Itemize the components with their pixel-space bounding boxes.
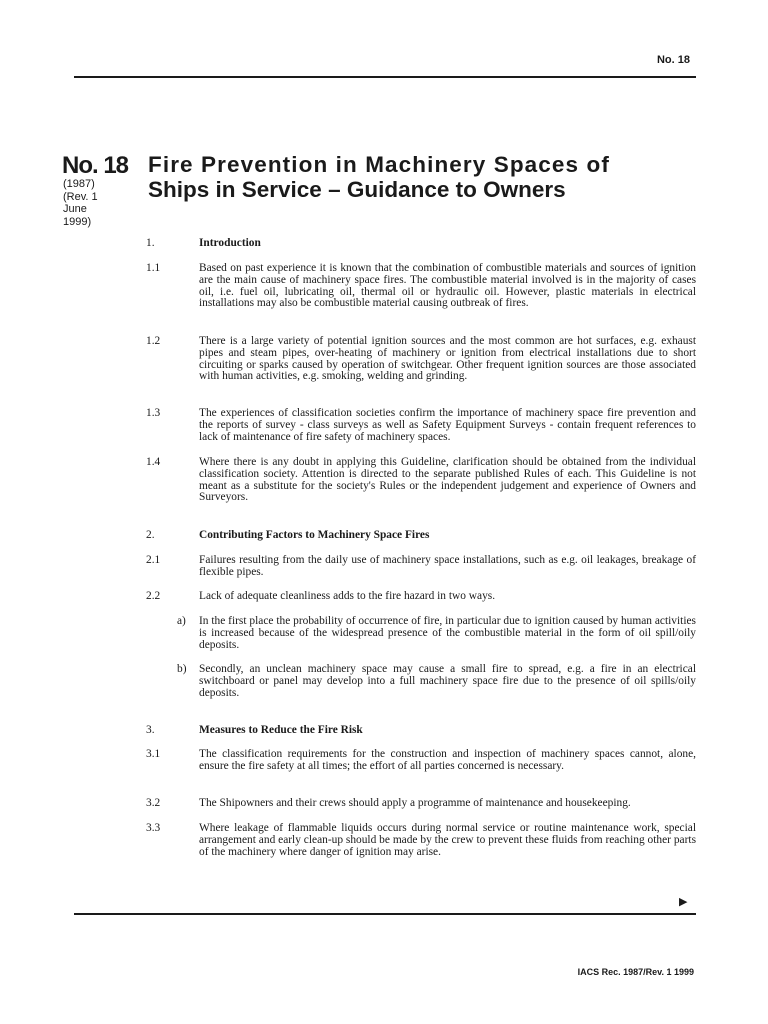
item-text: In the first place the probability of occurrence of fire, in particular due to ignition caused by human activities is increased because of the widespread presence of the combustible material in the form of oil spill/oily deposits.: [199, 615, 696, 651]
paragraph-text: The Shipowners and their crews should apply a programme of maintenance and housekeeping.: [199, 797, 631, 809]
section-number: 1.: [146, 237, 155, 249]
paragraph-number: 1.4: [146, 456, 161, 468]
paragraph-text: There is a large variety of potential ignition sources and the most common are hot surfaces, e.g. exhaust pipes and steam pipes, over-heating of machinery or ignition from electrical installations due to short circuiting or sparks caused by operation of switchgear. Other frequent ignition sources are those associated with human activities, e.g. smoking, welding and grinding.: [199, 335, 696, 383]
revision-line: (1987): [63, 178, 95, 190]
item-text: Secondly, an unclean machinery space may cause a small fire to spread, e.g. a fire in an electrical switchboard or panel may develop into a full machinery space fire due to the presence of oil spills/oily deposits.: [199, 663, 696, 699]
item-letter: a): [177, 615, 186, 627]
header-rule: [74, 76, 696, 78]
paragraph-text: Failures resulting from the daily use of machinery space installations, such as e.g. oil leakages, breakage of flexible pipes.: [199, 554, 696, 578]
revision-line: (Rev. 1: [63, 190, 98, 203]
paragraph-text: Where leakage of flammable liquids occurs during normal service or routine maintenance work, special arrangement and early clean-up should be made by the crew to prevent these fluids from reaching other parts of the machinery where danger of ignition may arise.: [199, 822, 696, 858]
section-title: Introduction: [199, 237, 261, 249]
revision-line: June: [63, 203, 87, 215]
paragraph-number: 3.2: [146, 797, 161, 809]
side-doc-number: No. 18: [62, 152, 129, 179]
section-number: 2.: [146, 529, 155, 541]
item-letter: b): [177, 663, 187, 675]
footer-reference: IACS Rec. 1987/Rev. 1 1999: [577, 967, 694, 977]
section-title: Contributing Factors to Machinery Space Fires: [199, 529, 430, 541]
paragraph-number: 1.3: [146, 407, 161, 419]
revision-info: [63, 178, 123, 228]
document-title: [148, 152, 696, 202]
paragraph-number: 1.2: [146, 335, 161, 347]
section-number: 3.: [146, 724, 155, 736]
footer-rule: [74, 913, 696, 915]
paragraph-number: 3.3: [146, 822, 161, 834]
paragraph-number: 1.1: [146, 262, 161, 274]
section-title: Measures to Reduce the Fire Risk: [199, 724, 363, 736]
header-doc-number: No. 18: [656, 54, 690, 66]
paragraph-number: 2.1: [146, 554, 161, 566]
paragraph-text: Based on past experience it is known that the combination of combustible materials and sources of ignition are the main cause of machinery space fires. The combustible material involved is in the majority of cases oil, i.e. fuel oil, lubricating oil, thermal oil or hydraulic oil. However, plastic materials in electrical installations may also be combustible material causing outbreak of fires.: [199, 262, 696, 310]
title-line-2: Ships in Service – Guidance to Owners: [148, 177, 566, 202]
right-triangle-arrow-icon: ▶: [679, 895, 688, 908]
revision-line: 1999): [63, 215, 92, 228]
title-line-1: Fire Prevention in Machinery Spaces of: [148, 152, 610, 177]
paragraph-number: 3.1: [146, 748, 161, 760]
paragraph-text: Lack of adequate cleanliness adds to the fire hazard in two ways.: [199, 590, 496, 602]
paragraph-number: 2.2: [146, 590, 161, 602]
paragraph-text: The experiences of classification societies confirm the importance of machinery space fire prevention and the reports of survey - class surveys as well as Safety Equipment Surveys - contain frequent references to lack of maintenance of fire safety of machinery spaces.: [199, 407, 696, 443]
paragraph-text: The classification requirements for the construction and inspection of machinery spaces cannot, alone, ensure the fire safety at all times; the effort of all parties concerned is necessary.: [199, 748, 696, 772]
paragraph-text: Where there is any doubt in applying this Guideline, clarification should be obtained from the individual classification society. Attention is directed to the separate published Rules of each. This Guideline is not meant as a substitute for the society's Rules or the independent judgement and experience of Owners and Surveyors.: [199, 456, 696, 504]
